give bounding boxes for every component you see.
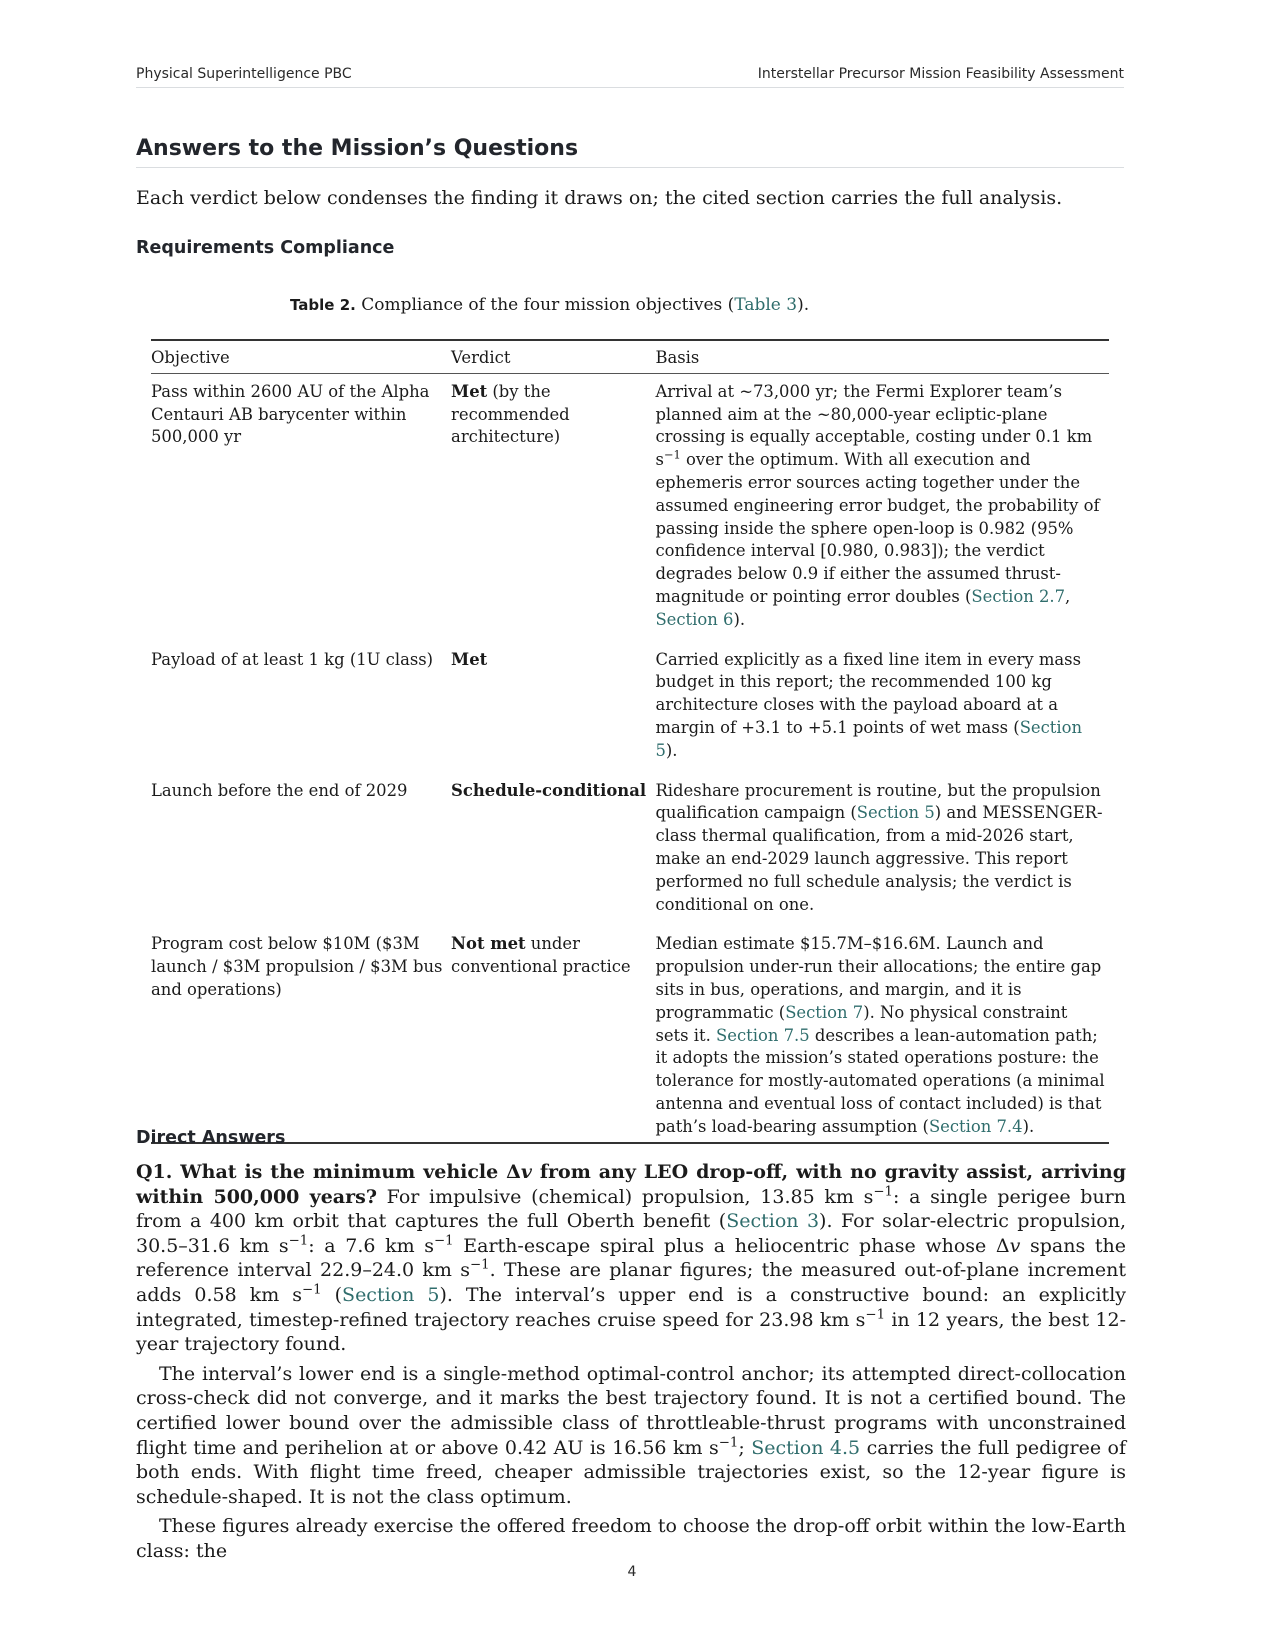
section-title: Answers to the Mission’s Questions [136, 136, 1124, 168]
table-header-row [151, 340, 1109, 373]
superscript-exponent: −1 [302, 1282, 322, 1298]
superscript-exponent: −1 [718, 1435, 739, 1451]
verdict-qualifier: under conventional practice [451, 934, 631, 977]
basis-cell [655, 926, 1109, 1142]
objective-cell: Program cost below $10M ($3M launch / $3M propulsion / $3M bus and operations) [151, 926, 451, 1142]
verdict-cell [451, 642, 655, 773]
header-document-title: Interstellar Precursor Mission Feasibility Assessment [757, 66, 1124, 82]
basis-text: Arrival at ~73,000 yr; the Fermi Explorer team’s planned aim at the ~80,000-year ecliptic-plane crossing is equally acceptable, costing under 0.1 km s [655, 381, 1093, 470]
question-text: from any LEO drop-off, with no gravity assist, arriving within 500,000 years? [136, 1161, 1126, 1208]
table-row [151, 926, 1109, 1142]
verdict-status: Schedule-conditional [451, 780, 647, 800]
basis-text: , [1065, 586, 1071, 606]
answer-paragraph [136, 1514, 1126, 1563]
verdict-cell [451, 773, 655, 927]
section-link[interactable]: Section 5 [342, 1283, 440, 1306]
section-link[interactable]: Section 7.5 [716, 1025, 810, 1045]
superscript-exponent: −1 [469, 1258, 490, 1274]
basis-text: ). [1022, 1116, 1035, 1136]
question-text: v [520, 1161, 532, 1183]
table-caption-text: Compliance of the four mission objectives ( [355, 295, 735, 315]
basis-text: ). No physical constraint sets it. [655, 1002, 1068, 1045]
answer-text: ; [738, 1436, 752, 1459]
section-link[interactable]: Section 7.4 [928, 1116, 1023, 1136]
superscript-exponent: −1 [434, 1233, 454, 1249]
answer-text: ( [321, 1283, 343, 1306]
column-header-basis: Basis [655, 340, 1109, 373]
section-link[interactable]: Section 7 [785, 1002, 864, 1022]
section-link[interactable]: Section 5 [655, 717, 1083, 760]
basis-text: ). [665, 740, 678, 760]
answer-text: For impulsive (chemical) propulsion, 13.85 km s [376, 1185, 874, 1208]
basis-cell [655, 373, 1109, 641]
answer-text: carries the full pedigree of both ends. With flight time freed, cheaper admissible trajectories exist, so the 12-year figure is schedule-shaped. It is not the class optimum. [136, 1436, 1127, 1508]
table-row [151, 773, 1109, 927]
answer-text: The interval’s lower end is a single-method optimal-control anchor; its attempted direct-collocation cross-check did not converge, and it marks the best trajectory found. It is not a certified bound. The certified lower bound over the admissible class of throttleable-thrust programs with unconstrained flight time and perihelion at or above 0.42 AU is 16.56 km s [136, 1362, 1126, 1459]
direct-answers-heading: Direct Answers [136, 1128, 286, 1148]
answer-text: ). The interval’s upper end is a constructive bound: an explicitly integrated, timestep-refined trajectory reaches cruise speed for 23.98 km s [136, 1283, 1127, 1331]
objective-cell: Payload of at least 1 kg (1U class) [151, 649, 434, 669]
answer-paragraph [136, 1362, 1126, 1510]
section-link[interactable]: Section 3 [726, 1210, 820, 1233]
verdict-status: Met [451, 649, 488, 669]
basis-text: ) and MESSENGER-class thermal qualification, from a mid-2026 start, make an end-2029 launch aggressive. This report performed no full schedule analysis; the verdict is conditional on one. [655, 803, 1103, 914]
column-header-objective: Objective [151, 340, 451, 373]
objective-cell: Pass within 2600 AU of the Alpha Centauri AB barycenter within 500,000 yr [151, 381, 430, 447]
answer-text: v [1009, 1234, 1021, 1257]
requirements-heading: Requirements Compliance [136, 238, 395, 258]
question-text: Q1. What is the minimum vehicle Δ [136, 1161, 521, 1183]
basis-cell [655, 773, 1109, 927]
verdict-cell [451, 926, 655, 1142]
objective-cell: Launch before the end of 2029 [151, 780, 408, 800]
superscript-exponent: −1 [288, 1233, 309, 1249]
page-number: 4 [627, 1564, 637, 1580]
table-row [151, 642, 1109, 773]
superscript-exponent: −1 [663, 447, 681, 462]
superscript-exponent: −1 [873, 1184, 893, 1200]
basis-text: Carried explicitly as a fixed line item in every mass budget in this report; the recommended 100 kg architecture closes with the payload aboard at a margin of +3.1 to +5.1 points of wet mass ( [655, 649, 1082, 737]
basis-text: over the optimum. With all execution and ephemeris error sources acting together under the assumed engineering error budget, the probability of passing inside the sphere open-loop is 0.982 (95% confidence interval [0.980, 0.983]); the verdict degrades below 0.9 if either the assumed thrust-magnitude or pointing error doubles ( [655, 450, 1100, 606]
answer-text: Earth-escape spiral plus a heliocentric phase whose Δ [453, 1234, 1010, 1257]
running-header [136, 66, 1124, 88]
basis-text: Rideshare procurement is routine, but the propulsion qualification campaign ( [655, 780, 1101, 823]
basis-text: describes a lean-automation path; it adopts the mission’s stated operations posture: the tolerance for mostly-automated operations (a minimal antenna and eventual loss of contact included) is that path’s load-bearing assumption ( [655, 1025, 1105, 1136]
table-caption [290, 295, 809, 315]
compliance-table [151, 339, 1109, 1144]
direct-answers-body [136, 1160, 1126, 1569]
answer-text: These figures already exercise the offered freedom to choose the drop-off orbit within the low-Earth class: the [136, 1515, 1126, 1562]
basis-text: Median estimate $15.7M–$16.6M. Launch and propulsion under-run their allocations; the entire gap sits in bus, operations, and margin, and it is programmatic ( [655, 934, 1102, 1022]
verdict-status: Met [451, 381, 488, 401]
answer-q1-paragraph [136, 1160, 1126, 1357]
header-organization: Physical Superintelligence PBC [136, 66, 352, 82]
superscript-exponent: −1 [865, 1307, 886, 1323]
table-caption-label: Table 2. [290, 296, 356, 314]
table-caption-end: ). [797, 295, 810, 315]
basis-text: ). [733, 609, 746, 629]
section-link[interactable]: Section 6 [655, 609, 734, 629]
section-link[interactable]: Section 5 [856, 803, 935, 823]
column-header-verdict: Verdict [451, 340, 655, 373]
answer-text: . These are planar figures; the measured out-of-plane increment adds 0.58 km s [136, 1259, 1126, 1306]
section-link[interactable]: Section 4.5 [751, 1436, 861, 1459]
answer-text: : a 7.6 km s [308, 1234, 435, 1257]
verdict-qualifier: (by the recommended architecture) [451, 381, 570, 447]
compliance-table-body [151, 373, 1109, 1142]
verdict-cell [451, 373, 655, 641]
answer-text: : a single perigee burn from a 400 km orbit that captures the full Oberth benefit ( [136, 1185, 1126, 1233]
answer-text: in 12 years, the best 12-year trajectory found. [136, 1308, 1126, 1356]
basis-cell [655, 642, 1109, 773]
table-caption-link[interactable]: Table 3 [734, 295, 798, 315]
answer-text: ). For solar-electric propulsion, 30.5–31.6 km s [136, 1210, 1126, 1257]
section-link[interactable]: Section 2.7 [971, 586, 1066, 606]
table-row [151, 373, 1109, 641]
verdict-status: Not met [451, 934, 526, 954]
answer-text: spans the reference interval 22.9–24.0 km s [136, 1234, 1126, 1282]
section-intro: Each verdict below condenses the finding it draws on; the cited section carries the full analysis. [136, 187, 1063, 209]
